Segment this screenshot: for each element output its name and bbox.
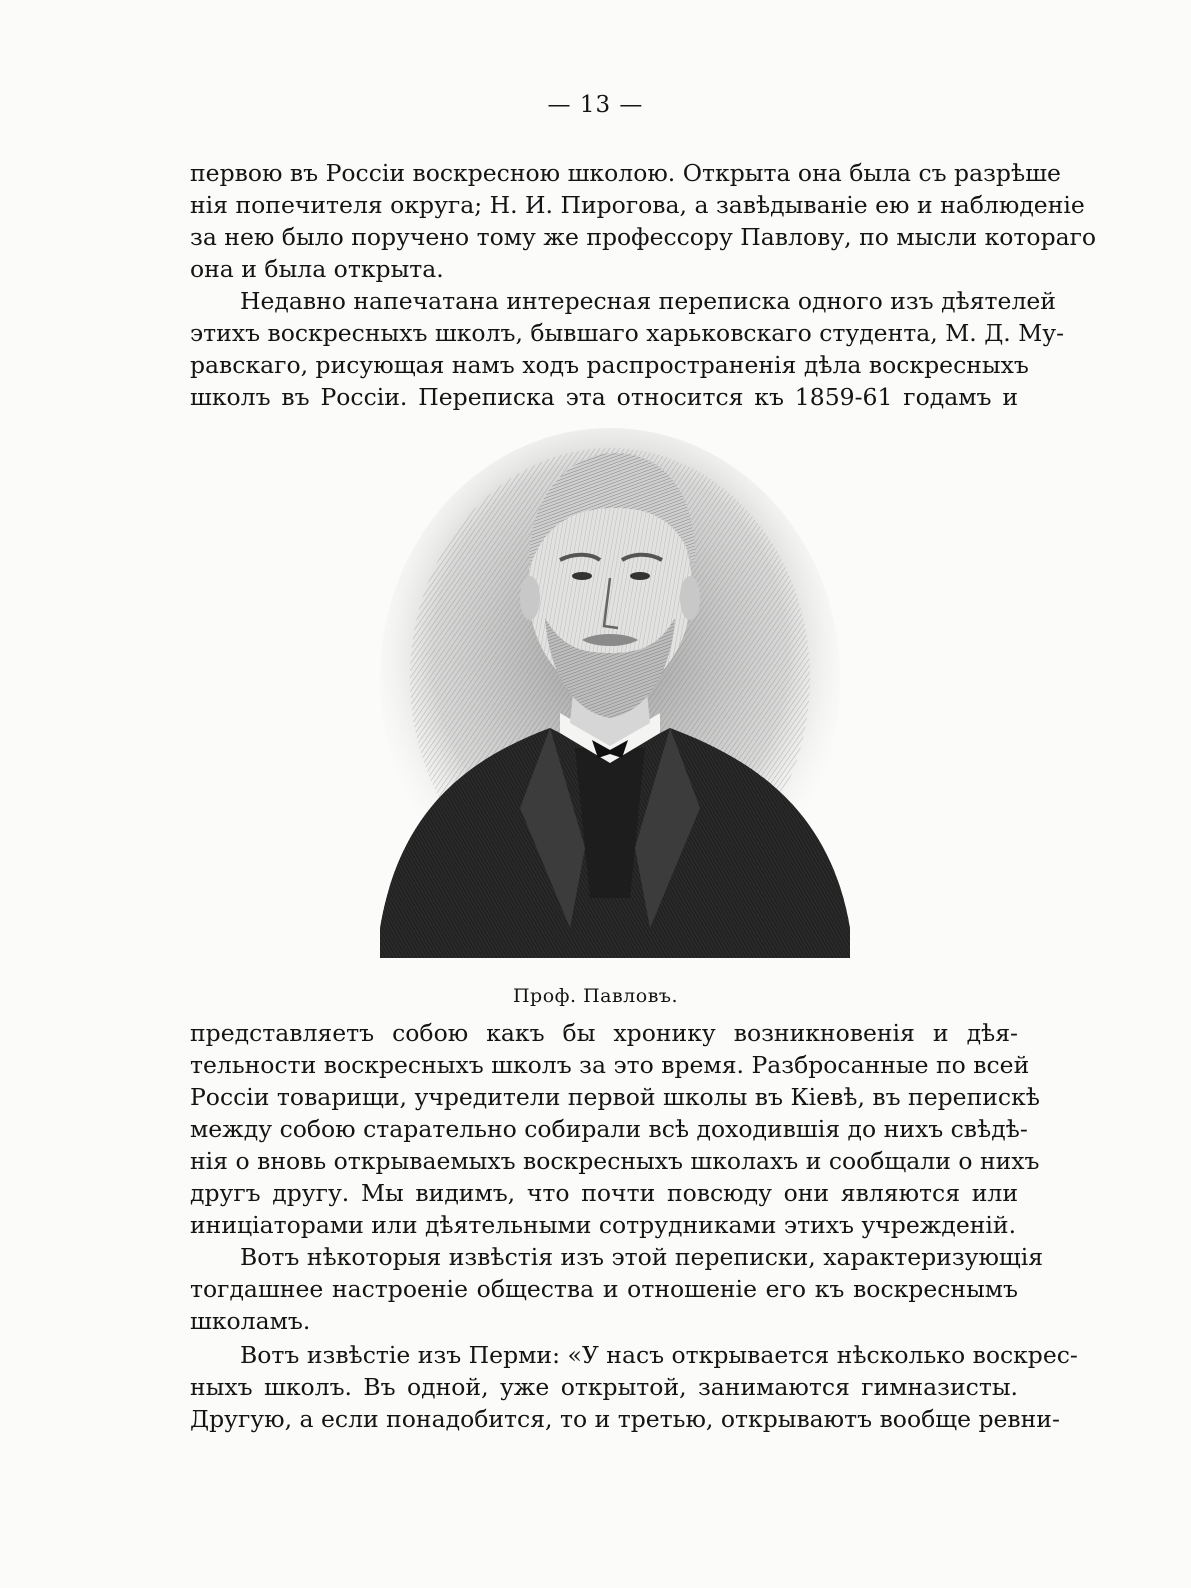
text-line: этихъ воскресныхъ школъ, бывшаго харьковскаго студента, М. Д. Му- [190,319,1065,347]
text-line: другъ другу. Мы видимъ, что почти повсюду они являются или [190,1179,1018,1207]
text-line: Другую, а если понадобится, то и третью, открываютъ вообще ревни- [190,1405,1060,1433]
text-line: иниціаторами или дѣятельными сотрудниками этихъ учрежденій. [190,1211,1017,1239]
text-line: нія о вновь открываемыхъ воскресныхъ школахъ и сообщали о нихъ [190,1147,1040,1175]
text-line: за нею было поручено тому же профессору Павлову, по мысли котораго [190,223,1097,251]
text-line: представляетъ собою какъ бы хронику возникновенія и дѣя- [190,1019,1018,1047]
text-line: Вотъ нѣкоторыя извѣстія изъ этой переписки, характеризующія [240,1243,1044,1271]
text-line: Россіи товарищи, учредители первой школы въ Кіевѣ, въ перепискѣ [190,1083,1040,1111]
portrait-engraving [360,428,860,968]
text-line: Недавно напечатана интересная переписка одного изъ дѣятелей [240,287,1056,315]
figure-caption: Проф. Павловъ. [512,985,679,1007]
text-line: первою въ Россіи воскресною школою. Открыта она была съ разрѣше [190,159,1061,187]
text-line: школъ въ Россіи. Переписка эта относится къ 1859-61 годамъ и [190,383,1018,411]
text-line: ныхъ школъ. Въ одной, уже открытой, занимаются гимназисты. [190,1373,1018,1401]
text-line: тогдашнее настроеніе общества и отношеніе его къ воскреснымъ [190,1275,1018,1303]
text-line: Вотъ извѣстіе изъ Перми: «У насъ открывается нѣсколько воскрес- [240,1341,1078,1369]
text-line: она и была открыта. [190,255,444,283]
text-line: тельности воскресныхъ школъ за это время. Разбросанные по всей [190,1051,1030,1079]
text-line: нія попечителя округа; Н. И. Пирогова, а завѣдываніе ею и наблюденіе [190,191,1085,219]
text-line: равскаго, рисующая намъ ходъ распространенія дѣла воскресныхъ [190,351,1029,379]
page-number: — 13 — [547,92,644,118]
text-line: школамъ. [190,1307,311,1335]
text-line: между собою старательно собирали всѣ доходившія до нихъ свѣдѣ- [190,1115,1028,1143]
